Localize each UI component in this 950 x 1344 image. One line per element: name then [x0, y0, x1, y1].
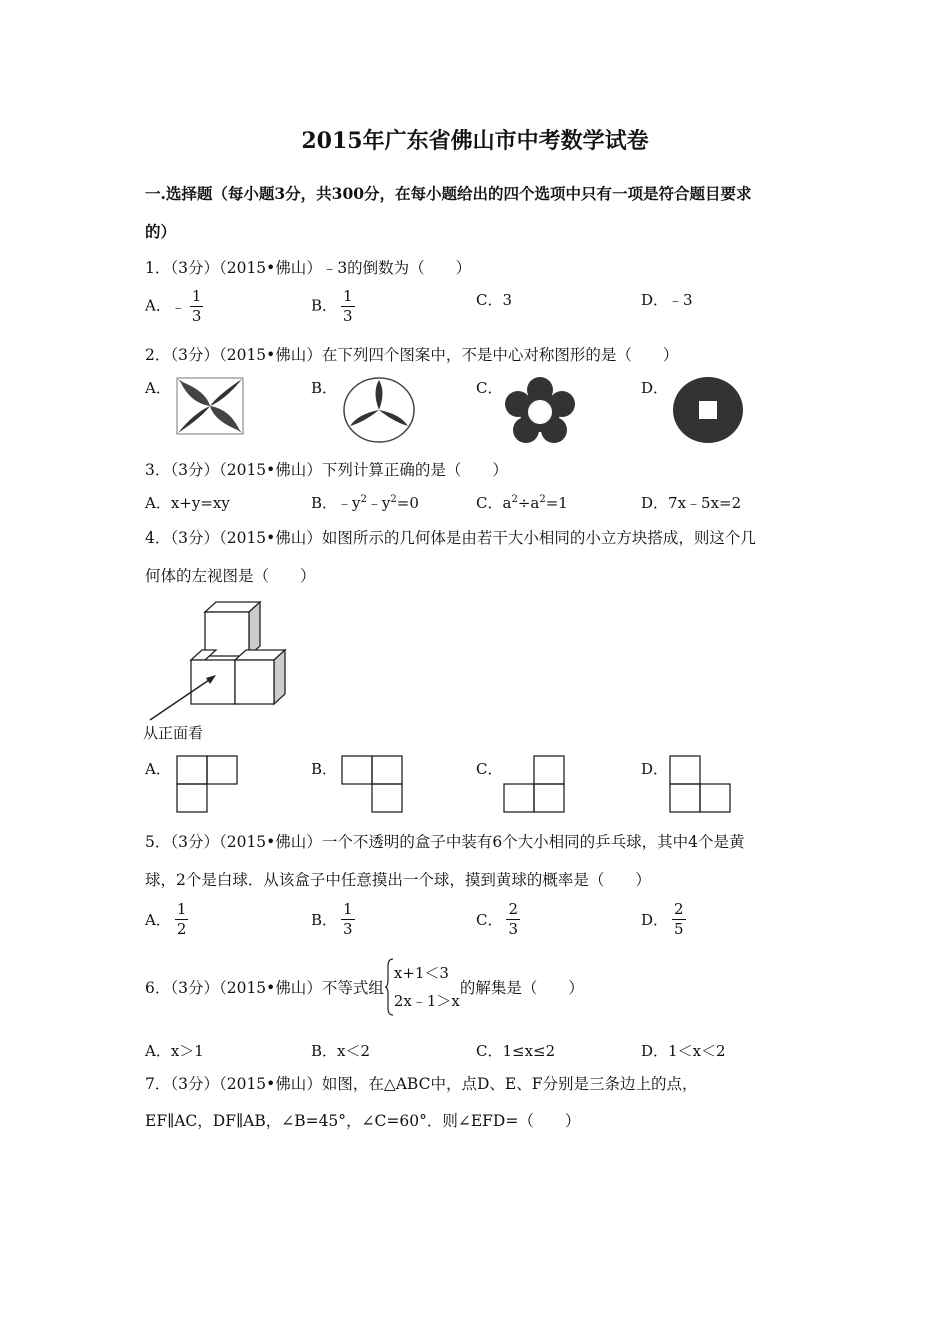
left-brace — [384, 958, 394, 1016]
q5-option-a[interactable]: A． $\frac{1}{2}$ — [145, 900, 187, 938]
section-heading: 一.选择题（每小题3分，共300分，在每小题给出的四个选项中只有一项是符合题目要求 — [145, 184, 752, 203]
question-6-stem: 6．（3分）（2015•佛山）不等式组 x+1＜3 2x﹣1＞x 的解集是（ ） — [145, 958, 584, 1018]
q4-view-c[interactable] — [503, 755, 565, 815]
fraction: $\frac{1}{2}$ — [176, 900, 187, 938]
pattern-coin[interactable] — [672, 376, 744, 444]
q4-option-a-label[interactable]: A． — [145, 760, 171, 778]
question-5-stem-cont: 球，2个是白球．从该盒子中任意摸出一个球，摸到黄球的概率是（ ） — [145, 871, 651, 889]
q3-option-c[interactable]: C．$a^2\div a^2=1$ — [476, 494, 568, 512]
q4-option-c-label[interactable]: C． — [476, 760, 503, 778]
q1-option-a[interactable]: A．﹣ $\frac{1}{3}$ — [145, 287, 202, 325]
q3-option-a[interactable]: A．x+y=xy — [145, 494, 230, 512]
q2-option-d-label[interactable]: D． — [641, 379, 669, 397]
q6-option-a[interactable]: A．x＞1 — [145, 1042, 204, 1060]
pattern-x-leaves[interactable] — [176, 377, 244, 435]
cubes-3d-figure — [140, 598, 290, 728]
page-title: 2015年广东省佛山市中考数学试卷 — [301, 128, 649, 154]
q2-option-b-label[interactable]: B． — [311, 379, 338, 397]
fraction: $\frac{1}{3}$ — [343, 900, 353, 938]
q5-option-c[interactable]: C． $\frac{2}{3}$ — [476, 900, 519, 938]
q4-option-b-label[interactable]: B． — [311, 760, 338, 778]
question-1-stem: 1．（3分）（2015•佛山）﹣3的倒数为（ ） — [145, 259, 472, 277]
fraction: $\frac{1}{3}$ — [191, 287, 202, 325]
fraction: $\frac{2}{3}$ — [508, 900, 519, 938]
q1-option-d[interactable]: D．﹣3 — [641, 291, 693, 309]
question-5-stem: 5．（3分）（2015•佛山）一个不透明的盒子中装有6个大小相同的乒乓球，其中4个是黄 — [145, 833, 745, 851]
q3-option-b[interactable]: B．$﹣y^2﹣y^2=0$ — [311, 494, 419, 512]
q3-option-d[interactable]: D．7x﹣5x=2 — [641, 494, 742, 512]
q4-view-a[interactable] — [176, 755, 238, 815]
question-2-stem: 2．（3分）（2015•佛山）在下列四个图案中，不是中心对称图形的是（ ） — [145, 346, 679, 364]
question-7-stem-cont: EF∥AC，DF∥AB，∠B=45°，∠C=60°．则∠EFD=（ ） — [145, 1112, 581, 1130]
q1-option-b[interactable]: B． $\frac{1}{3}$ — [311, 287, 353, 325]
q2-option-a-label[interactable]: A． — [145, 379, 171, 397]
pattern-three-blades[interactable] — [342, 376, 416, 444]
q4-option-d-label[interactable]: D． — [641, 760, 669, 778]
section-heading-cont: 的） — [145, 222, 177, 241]
pattern-flower[interactable] — [504, 376, 576, 444]
q5-option-b[interactable]: B． $\frac{1}{3}$ — [311, 900, 353, 938]
q2-option-c-label[interactable]: C． — [476, 379, 503, 397]
inequality-system: x+1＜3 2x﹣1＞x — [393, 964, 460, 1010]
question-4-stem-cont: 何体的左视图是（ ） — [145, 567, 316, 585]
q6-option-d[interactable]: D．1＜x＜2 — [641, 1042, 726, 1060]
q4-view-d[interactable] — [669, 755, 731, 815]
fraction: $\frac{1}{3}$ — [343, 287, 353, 325]
q4-view-b[interactable] — [341, 755, 403, 815]
figure-caption: 从正面看 — [143, 724, 204, 742]
q6-option-b[interactable]: B．x＜2 — [311, 1042, 371, 1060]
q5-option-d[interactable]: D． $\frac{2}{5}$ — [641, 900, 684, 938]
q6-option-c[interactable]: C．1≤x≤2 — [476, 1042, 556, 1060]
question-7-stem: 7．（3分）（2015•佛山）如图，在△ABC中，点D、E、F分别是三条边上的点， — [145, 1075, 698, 1093]
question-4-stem: 4．（3分）（2015•佛山）如图所示的几何体是由若干大小相同的小立方块搭成，则这个几 — [145, 529, 756, 547]
q1-option-c[interactable]: C．3 — [476, 291, 513, 309]
question-3-stem: 3．（3分）（2015•佛山）下列计算正确的是（ ） — [145, 461, 508, 479]
fraction: $\frac{2}{5}$ — [674, 900, 684, 938]
